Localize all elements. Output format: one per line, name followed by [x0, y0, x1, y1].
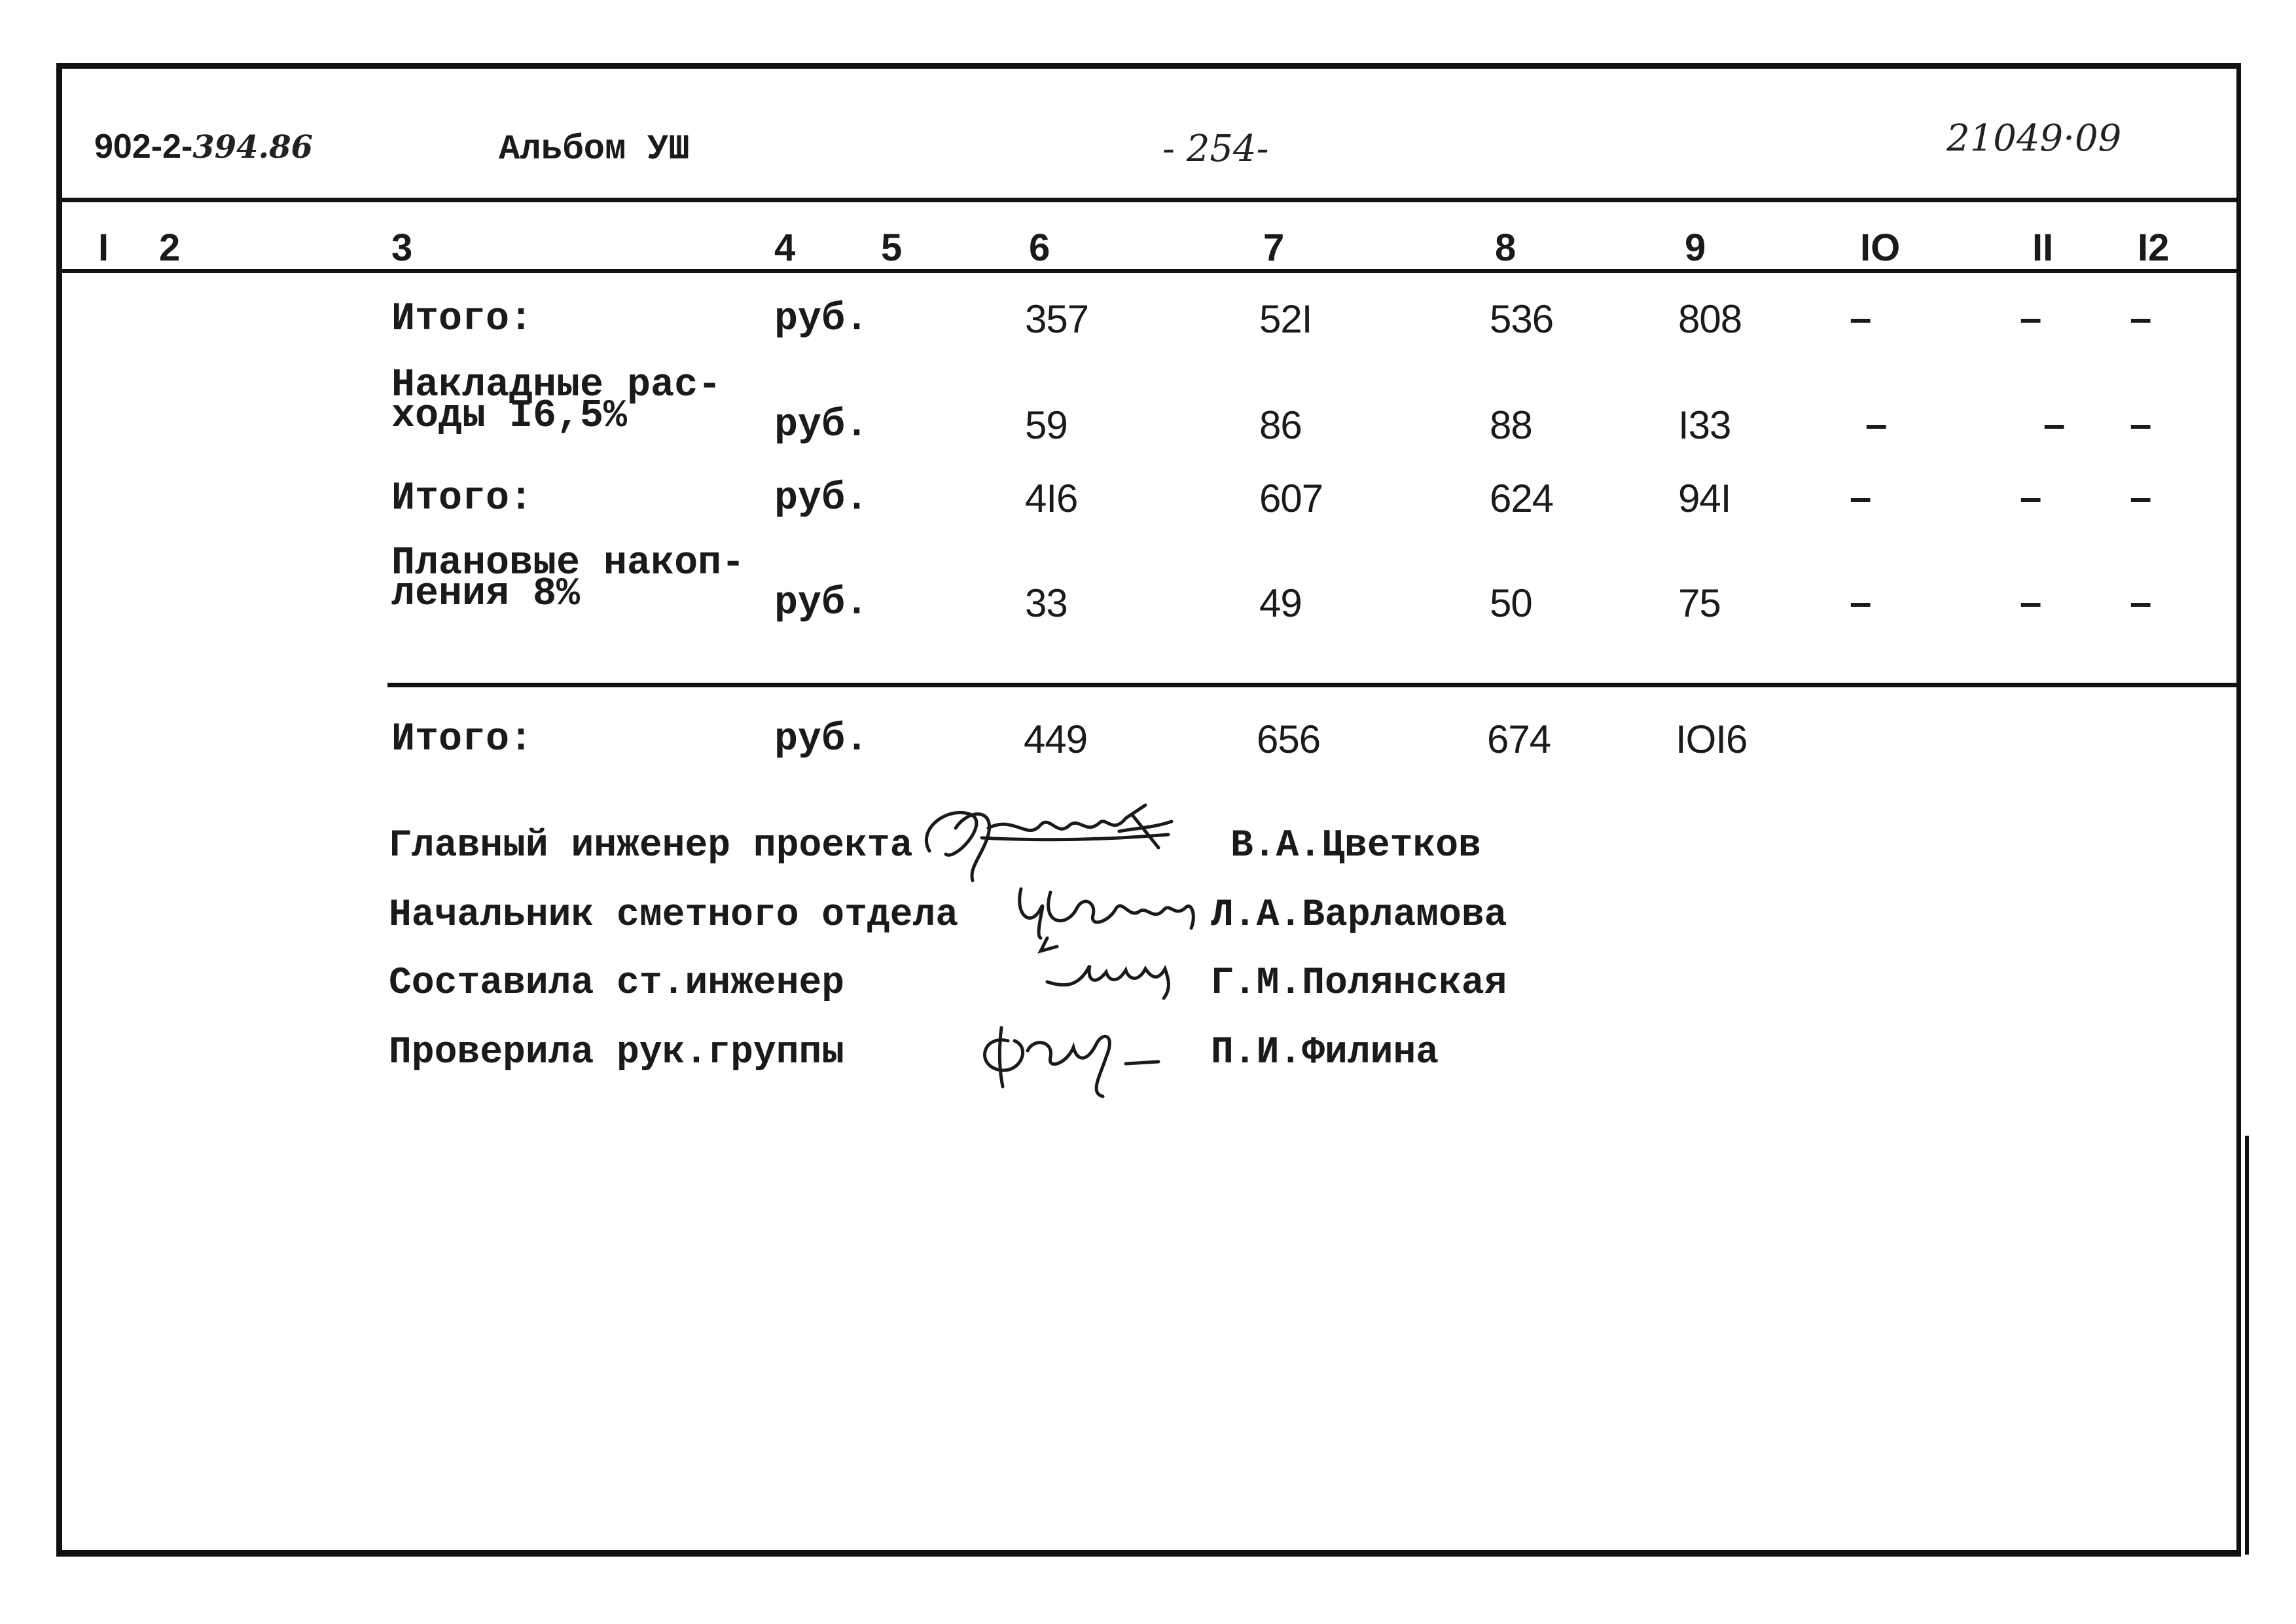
row-unit: руб. [774, 477, 869, 521]
cell-col9: 75 [1678, 581, 1721, 625]
total-col6: 449 [1024, 717, 1088, 761]
cell-col6: 33 [1025, 581, 1067, 625]
total-rule [387, 683, 2237, 687]
header-rule [62, 198, 2236, 202]
cell-col7: 52I [1259, 297, 1312, 341]
cell-col8: 88 [1490, 403, 1532, 447]
col-header: 3 [391, 226, 413, 269]
handwritten-signature-3 [1041, 943, 1185, 1008]
row-unit: руб. [774, 403, 869, 448]
row-label: Итого: [391, 297, 533, 342]
col-header: 7 [1263, 226, 1285, 269]
cell-col12: – [2130, 475, 2152, 519]
signature-name: Г.М.Полянская [1211, 962, 1507, 1005]
inventory-number: 21049·09 [1946, 117, 2122, 160]
col-header: 6 [1029, 226, 1050, 269]
cell-col11: – [2020, 296, 2042, 340]
cell-col10: – [1865, 402, 1888, 446]
doc-code-handwritten: 394.86 [192, 129, 314, 166]
cell-col6: 4I6 [1025, 477, 1078, 520]
col-header: 5 [881, 226, 903, 269]
cell-col11: – [2020, 580, 2042, 624]
cell-col7: 86 [1259, 403, 1302, 447]
cell-col6: 59 [1025, 403, 1067, 447]
column-header-rule [62, 269, 2236, 273]
col-header: 9 [1685, 226, 1706, 269]
cell-col10: – [1850, 296, 1872, 340]
signature-name: П.И.Филина [1211, 1032, 1439, 1074]
signature-name: Л.А.Варламова [1211, 894, 1507, 937]
col-header: I [98, 226, 109, 269]
signature-role: Главный инженер проекта [389, 825, 913, 867]
scan-edge-mark [2245, 1136, 2249, 1555]
cell-col11: – [2020, 475, 2042, 519]
col-header: 8 [1495, 226, 1516, 269]
col-header: II [2032, 226, 2054, 269]
row-label: Плановые накоп- ления 8% [391, 541, 745, 617]
cell-col7: 49 [1259, 581, 1302, 625]
cell-col9: 808 [1678, 297, 1742, 341]
total-col7: 656 [1257, 717, 1321, 761]
album-title: Альбом УШ [499, 130, 690, 170]
doc-code [94, 130, 313, 164]
signature-role: Составила ст.инженер [389, 962, 845, 1005]
cell-col12: – [2130, 402, 2152, 446]
doc-code-prefix: 902-2- [94, 128, 193, 166]
signature-name: В.А.Цветков [1230, 825, 1481, 867]
handwritten-signature-4 [962, 1001, 1178, 1100]
total-col8: 674 [1487, 717, 1551, 761]
cell-col8: 624 [1490, 477, 1554, 520]
cell-col8: 50 [1490, 581, 1532, 625]
cell-col7: 607 [1259, 477, 1323, 520]
signature-role: Начальник сметного отдела [389, 894, 959, 937]
cell-col9: 94I [1678, 477, 1731, 520]
cell-col11: – [2043, 402, 2066, 446]
cell-col8: 536 [1490, 297, 1554, 341]
total-label: Итого: [391, 717, 533, 762]
cell-col6: 357 [1025, 297, 1089, 341]
row-label: Накладные рас- ходы I6,5% [391, 363, 722, 439]
row-unit: руб. [774, 581, 869, 626]
col-header: IO [1860, 226, 1901, 269]
col-header: 2 [159, 226, 181, 269]
signature-role: Проверила рук.группы [389, 1032, 845, 1074]
cell-col10: – [1850, 580, 1872, 624]
row-label: Итого: [391, 477, 533, 521]
cell-col9: I33 [1678, 403, 1731, 447]
col-header: I2 [2138, 226, 2170, 269]
total-unit: руб. [774, 717, 869, 762]
cell-col10: – [1850, 475, 1872, 519]
cell-col12: – [2130, 580, 2152, 624]
col-header: 4 [774, 226, 796, 269]
total-col9: IOI6 [1676, 717, 1748, 761]
page-number: - 254- [1162, 128, 1269, 170]
row-unit: руб. [774, 297, 869, 342]
cell-col12: – [2130, 296, 2152, 340]
